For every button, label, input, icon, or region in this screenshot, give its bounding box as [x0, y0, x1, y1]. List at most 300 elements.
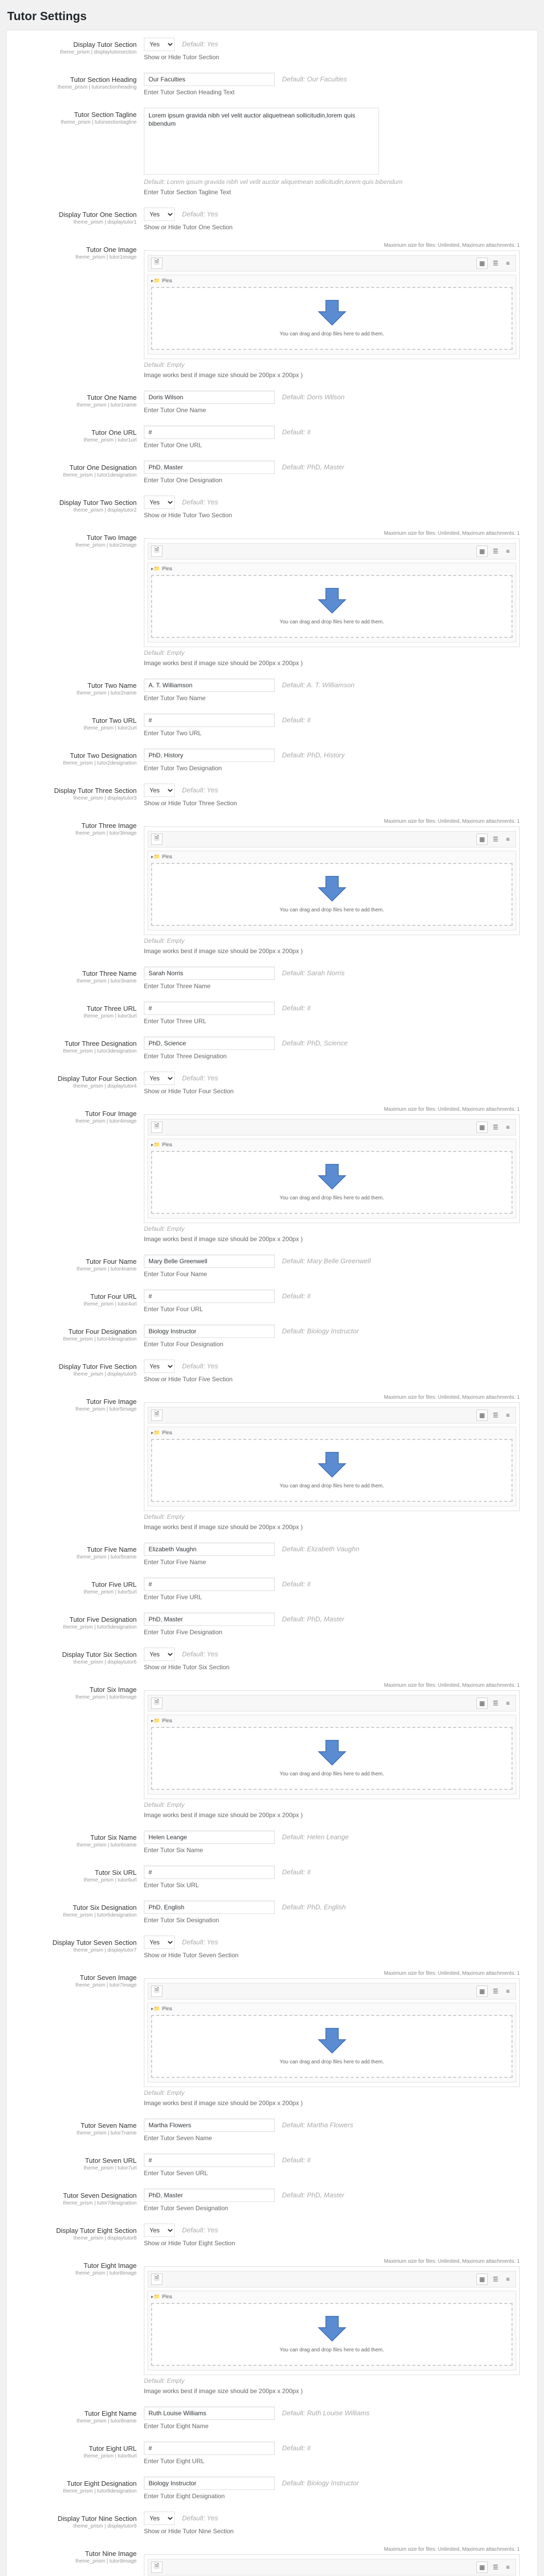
setting-label [7, 967, 144, 990]
help-text: Enter Tutor Section Tagline Text [144, 188, 231, 196]
setting-label [7, 1325, 144, 1348]
tutor-five-name-input[interactable] [144, 1543, 275, 1556]
setting-label [7, 2442, 144, 2465]
setting-title: Tutor Eight Image [84, 2261, 137, 2269]
control-line [144, 1936, 520, 1949]
setting-row-tutor-six-image [7, 1683, 537, 1831]
setting-label [7, 1613, 144, 1636]
help-text: Enter Tutor Two URL [144, 729, 202, 737]
pins-folder[interactable] [151, 278, 513, 284]
setting-control [144, 1107, 537, 1243]
list-view-icon[interactable]: ☰ [492, 2563, 499, 2571]
add-file-icon[interactable]: 🗎 [151, 1986, 162, 1997]
setting-label [7, 38, 144, 61]
list-view-icon[interactable]: ☰ [492, 1411, 499, 1419]
setting-title: Tutor Five Designation [69, 1615, 137, 1623]
help-text: Show or Hide Tutor Eight Section [144, 2239, 235, 2247]
help-text: Image works best if image size should be 200px x 200px ) [144, 659, 303, 667]
setting-label [7, 1648, 144, 1671]
control-line [144, 2406, 520, 2420]
tutor-eight-name-input[interactable] [144, 2406, 275, 2420]
setting-title: Tutor Eight Name [84, 2409, 137, 2417]
setting-control [144, 1255, 537, 1278]
control-line [144, 679, 520, 692]
setting-label [7, 714, 144, 737]
default-value: Default: Empty [144, 2377, 185, 2384]
tutor-three-url-input[interactable] [144, 1002, 275, 1015]
setting-row-display-tutor-six-section [7, 1648, 537, 1683]
setting-key: theme_prism | tutor1url [84, 437, 137, 443]
setting-label [7, 2119, 144, 2142]
down-arrow-icon [318, 2027, 347, 2054]
file-area [147, 2003, 516, 2082]
tutor-five-designation-input[interactable] [144, 1613, 275, 1626]
tutor-eight-url-input[interactable] [144, 2442, 275, 2455]
display-tutor-seven-section-select[interactable] [144, 1936, 175, 1949]
file-picker-toolbar [147, 255, 516, 272]
grid-view-icon[interactable]: ▦ [476, 1122, 488, 1133]
help-text: Enter Tutor Section Heading Text [144, 88, 235, 96]
help-text: Enter Tutor Four Name [144, 1270, 207, 1278]
file-picker [144, 1402, 520, 1511]
display-tutor-nine-section-select[interactable] [144, 2512, 175, 2525]
add-file-icon[interactable]: 🗎 [151, 1698, 162, 1709]
view-switcher [476, 258, 513, 269]
default-value: Default: PhD, English [282, 1903, 346, 1911]
upload-limits: Maximum size for files: Unlimited, Maximum attachments: 1 [384, 530, 520, 536]
pins-label: Pins [162, 1142, 172, 1148]
setting-title: Display Tutor Two Section [59, 498, 137, 506]
setting-row-tutor-five-designation [7, 1613, 537, 1648]
control-line [144, 2477, 520, 2490]
help-text: Show or Hide Tutor Four Section [144, 1087, 234, 1095]
add-file-icon[interactable]: 🗎 [151, 546, 162, 557]
setting-title: Tutor Three URL [87, 1004, 137, 1012]
setting-label [7, 2259, 144, 2395]
display-tutor-section-select[interactable] [144, 38, 175, 51]
help-text: Enter Tutor Five URL [144, 1593, 202, 1601]
setting-title: Tutor Three Image [81, 821, 137, 829]
pins-folder[interactable] [151, 2294, 513, 2300]
setting-row-tutor-seven-url [7, 2154, 537, 2189]
tutor-four-url-input[interactable] [144, 1290, 275, 1303]
down-arrow-icon [318, 2315, 347, 2342]
setting-row-tutor-seven-designation [7, 2189, 537, 2224]
setting-title: Tutor Seven Image [79, 1973, 137, 1981]
control-line [144, 2224, 520, 2237]
setting-title: Tutor Four Designation [68, 1327, 137, 1335]
folder-icon: ▸📁 [151, 278, 160, 284]
control-line [144, 1290, 520, 1303]
file-area [147, 1427, 516, 1506]
tutor-six-name-input[interactable] [144, 1831, 275, 1844]
down-arrow-icon [318, 1739, 347, 1766]
setting-row-display-tutor-five-section [7, 1360, 537, 1395]
view-switcher [476, 1986, 513, 1997]
setting-label [7, 1866, 144, 1889]
folder-icon: ▸📁 [151, 1718, 160, 1724]
control-line [144, 73, 520, 86]
help-text: Enter Tutor Eight Name [144, 2422, 209, 2430]
setting-key: theme_prism | tutor7name [76, 2130, 137, 2136]
list-view-icon[interactable]: ☰ [492, 835, 499, 843]
drop-zone[interactable] [151, 1439, 513, 1502]
setting-key: theme_prism | tutor1image [75, 254, 137, 260]
down-arrow-icon [318, 299, 347, 326]
control-line [144, 1578, 520, 1591]
help-text: Enter Tutor One Designation [144, 476, 223, 484]
tutor-two-url-input[interactable] [144, 714, 275, 727]
folder-icon: ▸📁 [151, 1430, 160, 1436]
setting-key: theme_prism | tutor4name [76, 1266, 137, 1272]
tutor-six-url-input[interactable] [144, 1866, 275, 1879]
setting-row-tutor-three-name [7, 967, 537, 1002]
setting-key: theme_prism | tutor8name [76, 2418, 137, 2424]
tutor-section-tagline-textarea[interactable] [144, 108, 379, 175]
setting-key: theme_prism | tutor4url [84, 1301, 137, 1307]
pins-label: Pins [162, 1430, 172, 1436]
help-text: Show or Hide Tutor Three Section [144, 799, 237, 807]
help-text: Enter Tutor Six URL [144, 1881, 199, 1889]
file-picker-toolbar [147, 1119, 516, 1136]
add-file-icon[interactable]: 🗎 [151, 1410, 162, 1421]
setting-title: Tutor Five URL [91, 1580, 137, 1588]
drop-instructions: You can drag and drop files here to add them. [279, 331, 384, 337]
setting-row-tutor-eight-name [7, 2406, 537, 2442]
setting-key: theme_prism | tutorsectionheading [57, 84, 137, 90]
drop-instructions: You can drag and drop files here to add them. [279, 1195, 384, 1201]
control-line [144, 1325, 520, 1338]
tutor-seven-url-input[interactable] [144, 2154, 275, 2167]
tree-view-icon[interactable]: ≡ [506, 1699, 510, 1707]
setting-control [144, 1290, 537, 1313]
tutor-section-heading-input[interactable] [144, 73, 275, 86]
default-value: Default: Lorem ipsum gravida nibh vel velit auctor aliquetnean sollicitudin,lorem quis bibendum [144, 178, 403, 185]
tree-view-icon[interactable]: ≡ [506, 835, 510, 843]
setting-label [7, 1578, 144, 1601]
default-value: Default: Empty [144, 649, 185, 656]
list-view-icon[interactable]: ☰ [492, 1123, 499, 1131]
view-switcher [476, 1698, 513, 1709]
setting-row-tutor-one-designation [7, 461, 537, 496]
pins-folder[interactable] [151, 1142, 513, 1148]
tree-view-icon[interactable]: ≡ [506, 2563, 510, 2571]
folder-icon: ▸📁 [151, 2294, 160, 2300]
setting-key: theme_prism | tutor3url [84, 1013, 137, 1019]
control-line [144, 496, 520, 509]
setting-title: Tutor Four Image [85, 1109, 137, 1117]
setting-control [144, 2442, 537, 2465]
default-value: Default: # [282, 1868, 311, 1876]
tutor-three-designation-input[interactable] [144, 1037, 275, 1050]
tree-view-icon[interactable]: ≡ [506, 1123, 510, 1131]
default-value: Default: Mary Belle Greenwell [282, 1257, 371, 1265]
setting-key: theme_prism | tutorsectiontagline [60, 119, 137, 125]
setting-row-tutor-seven-name [7, 2119, 537, 2154]
drop-zone[interactable] [151, 1727, 513, 1790]
help-text: Image works best if image size should be 200px x 200px ) [144, 371, 303, 379]
setting-control [144, 243, 537, 379]
control-line [144, 2512, 520, 2525]
view-switcher [476, 1122, 513, 1133]
setting-control [144, 1325, 537, 1348]
list-view-icon[interactable]: ☰ [492, 1987, 499, 1995]
setting-row-tutor-eight-designation [7, 2477, 537, 2512]
drop-zone[interactable] [151, 575, 513, 638]
help-text: Image works best if image size should be 200px x 200px ) [144, 1811, 303, 1819]
tutor-four-designation-input[interactable] [144, 1325, 275, 1338]
setting-key: theme_prism | tutor1name [76, 402, 137, 408]
default-value: Default: # [282, 1580, 311, 1588]
grid-view-icon[interactable]: ▦ [476, 1698, 488, 1709]
setting-key: theme_prism | displaytutor7 [73, 1947, 137, 1953]
setting-control [144, 426, 537, 449]
default-value: Default: # [282, 716, 311, 724]
help-text: Enter Tutor Four URL [144, 1305, 203, 1313]
add-file-icon[interactable]: 🗎 [151, 258, 162, 269]
setting-control [144, 1002, 537, 1025]
default-value: Default: PhD, Master [282, 2191, 344, 2199]
default-value: Default: Yes [182, 1938, 218, 1946]
help-text: Image works best if image size should be 200px x 200px ) [144, 2387, 303, 2395]
tutor-one-url-input[interactable] [144, 426, 275, 439]
file-area [147, 563, 516, 642]
default-value: Default: Our Faculties [282, 75, 347, 83]
setting-key: theme_prism | tutor7url [84, 2165, 137, 2171]
setting-key: theme_prism | displaytutor6 [73, 1659, 137, 1665]
grid-view-icon[interactable]: ▦ [476, 2562, 488, 2573]
drop-zone[interactable] [151, 1151, 513, 1214]
folder-icon: ▸📁 [151, 1142, 160, 1148]
control-line [144, 1831, 520, 1844]
default-value: Default: Empty [144, 2089, 185, 2096]
setting-key: theme_prism | tutor3designation [63, 1048, 137, 1054]
setting-row-tutor-one-name [7, 391, 537, 426]
setting-label [7, 2224, 144, 2247]
setting-control [144, 208, 537, 231]
setting-label [7, 784, 144, 807]
add-file-icon[interactable]: 🗎 [151, 2562, 162, 2573]
default-value: Default: Helen Leange [282, 1833, 349, 1841]
drop-zone[interactable] [151, 863, 513, 926]
setting-control [144, 73, 537, 96]
help-text: Image works best if image size should be 200px x 200px ) [144, 1523, 303, 1531]
default-value: Default: Yes [182, 498, 218, 506]
display-tutor-three-section-select[interactable] [144, 784, 175, 797]
add-file-icon[interactable]: 🗎 [151, 1122, 162, 1133]
setting-key: theme_prism | tutor9image [75, 2558, 137, 2564]
down-arrow-icon [318, 1451, 347, 1478]
display-tutor-two-section-select[interactable] [144, 496, 175, 509]
setting-row-tutor-two-image [7, 531, 537, 679]
help-text: Enter Tutor Five Designation [144, 1628, 223, 1636]
view-switcher [476, 1410, 513, 1421]
file-area [147, 851, 516, 930]
display-tutor-one-section-select[interactable] [144, 208, 175, 221]
setting-row-tutor-section-tagline [7, 108, 537, 208]
control-line [144, 1901, 520, 1914]
setting-title: Tutor One Image [86, 245, 137, 253]
file-picker-toolbar [147, 831, 516, 848]
setting-row-tutor-eight-image [7, 2259, 537, 2406]
list-view-icon[interactable]: ☰ [492, 1699, 499, 1707]
tree-view-icon[interactable]: ≡ [506, 1411, 510, 1419]
tutor-eight-designation-input[interactable] [144, 2477, 275, 2490]
list-view-icon[interactable]: ☰ [492, 259, 499, 267]
tutor-seven-designation-input[interactable] [144, 2189, 275, 2202]
grid-view-icon[interactable]: ▦ [476, 258, 488, 269]
setting-key: theme_prism | tutor6designation [63, 1912, 137, 1918]
setting-row-tutor-one-url [7, 426, 537, 461]
file-area [147, 1715, 516, 1794]
setting-key: theme_prism | tutor1designation [63, 472, 137, 478]
setting-control [144, 1360, 537, 1383]
default-value: Default: Ruth Louise Williams [282, 2409, 370, 2417]
setting-label [7, 1971, 144, 2107]
setting-label [7, 1831, 144, 1854]
grid-view-icon[interactable]: ▦ [476, 834, 488, 845]
setting-row-tutor-nine-image [7, 2547, 537, 2576]
tutor-three-name-input[interactable] [144, 967, 275, 980]
setting-label [7, 1683, 144, 1819]
setting-title: Tutor One Designation [69, 463, 137, 471]
help-text: Enter Tutor Two Name [144, 694, 206, 702]
drop-instructions: You can drag and drop files here to add them. [279, 1771, 384, 1777]
setting-key: theme_prism | displaytutor8 [73, 2235, 137, 2241]
drop-zone[interactable] [151, 2015, 513, 2078]
setting-label [7, 531, 144, 667]
default-value: Default: Empty [144, 1513, 185, 1520]
default-value: Default: Yes [182, 1074, 218, 1082]
setting-row-tutor-six-designation [7, 1901, 537, 1936]
setting-key: theme_prism | tutor8url [84, 2453, 137, 2459]
default-value: Default: # [282, 1292, 311, 1300]
file-picker [144, 1690, 520, 1799]
setting-title: Tutor Three Designation [64, 1039, 137, 1047]
setting-row-tutor-six-name [7, 1831, 537, 1866]
list-view-icon[interactable]: ☰ [492, 2275, 499, 2283]
setting-row-tutor-three-image [7, 819, 537, 967]
help-text: Show or Hide Tutor Six Section [144, 1663, 230, 1671]
setting-label [7, 2512, 144, 2535]
tree-view-icon[interactable]: ≡ [506, 1987, 510, 1995]
grid-view-icon[interactable]: ▦ [476, 546, 488, 557]
pins-folder[interactable] [151, 2006, 513, 2012]
grid-view-icon[interactable]: ▦ [476, 1410, 488, 1421]
display-tutor-eight-section-select[interactable] [144, 2224, 175, 2237]
tree-view-icon[interactable]: ≡ [506, 2275, 510, 2283]
tutor-one-designation-input[interactable] [144, 461, 275, 474]
setting-label [7, 1072, 144, 1095]
file-picker-toolbar [147, 2271, 516, 2287]
add-file-icon[interactable]: 🗎 [151, 834, 162, 845]
control-line [144, 1255, 520, 1268]
setting-label [7, 2406, 144, 2430]
setting-row-tutor-one-image [7, 243, 537, 391]
file-picker [144, 2554, 520, 2576]
tutor-five-url-input[interactable] [144, 1578, 275, 1591]
setting-control [144, 2512, 537, 2535]
display-tutor-five-section-select[interactable] [144, 1360, 175, 1373]
setting-title: Display Tutor Five Section [58, 1362, 137, 1370]
file-picker-toolbar [147, 1695, 516, 1711]
drop-zone[interactable] [151, 287, 513, 350]
tutor-six-designation-input[interactable] [144, 1901, 275, 1914]
pins-folder[interactable] [151, 1430, 513, 1436]
tree-view-icon[interactable]: ≡ [506, 259, 510, 267]
list-view-icon[interactable]: ☰ [492, 547, 499, 555]
file-area [147, 2291, 516, 2370]
setting-title: Display Tutor One Section [58, 210, 137, 218]
tutor-two-name-input[interactable] [144, 679, 275, 692]
pins-label: Pins [162, 1718, 172, 1724]
setting-key: theme_prism | displaytutor9 [73, 2523, 137, 2529]
grid-view-icon[interactable]: ▦ [476, 1986, 488, 1997]
setting-title: Tutor One Name [87, 393, 137, 401]
setting-label [7, 496, 144, 519]
help-text: Enter Tutor Five Name [144, 1558, 206, 1566]
help-text: Show or Hide Tutor Two Section [144, 511, 233, 519]
control-line [144, 2189, 520, 2202]
setting-key: theme_prism | tutor4designation [63, 1336, 137, 1342]
setting-control [144, 1683, 537, 1819]
help-text: Enter Tutor Seven Name [144, 2134, 212, 2142]
tutor-one-name-input[interactable] [144, 391, 275, 404]
pins-label: Pins [162, 2294, 172, 2300]
drop-zone[interactable] [151, 2303, 513, 2366]
file-picker [144, 1978, 520, 2087]
setting-key: theme_prism | tutor5name [76, 1554, 137, 1560]
add-file-icon[interactable]: 🗎 [151, 2274, 162, 2285]
display-tutor-six-section-select[interactable] [144, 1648, 175, 1661]
control-line [144, 1072, 520, 1085]
setting-title: Tutor Three Name [82, 969, 137, 977]
control-line [144, 967, 520, 980]
setting-label [7, 1395, 144, 1531]
setting-title: Tutor Four URL [90, 1292, 137, 1300]
display-tutor-four-section-select[interactable] [144, 1072, 175, 1085]
control-line [144, 2119, 520, 2132]
drop-instructions: You can drag and drop files here to add them. [279, 1483, 384, 1489]
tutor-two-designation-input[interactable] [144, 749, 275, 762]
setting-row-tutor-five-url [7, 1578, 537, 1613]
setting-row-tutor-four-name [7, 1255, 537, 1290]
setting-label [7, 1901, 144, 1924]
tutor-four-name-input[interactable] [144, 1255, 275, 1268]
setting-title: Tutor Two URL [92, 716, 137, 724]
setting-row-tutor-two-name [7, 679, 537, 714]
grid-view-icon[interactable]: ▦ [476, 2274, 488, 2285]
default-value: Default: Empty [144, 361, 185, 368]
pins-folder[interactable] [151, 1718, 513, 1724]
setting-row-tutor-three-designation [7, 1037, 537, 1072]
setting-label [7, 2547, 144, 2576]
setting-title: Display Tutor Seven Section [52, 1938, 137, 1946]
control-line [144, 461, 520, 474]
default-value: Default: Yes [182, 1362, 218, 1370]
help-text: Enter Tutor Seven Designation [144, 2204, 228, 2212]
help-text: Enter Tutor Eight Designation [144, 2492, 225, 2500]
default-value: Default: # [282, 2444, 311, 2452]
tutor-seven-name-input[interactable] [144, 2119, 275, 2132]
tree-view-icon[interactable]: ≡ [506, 547, 510, 555]
setting-key: theme_prism | tutor2name [76, 690, 137, 696]
help-text: Image works best if image size should be 200px x 200px ) [144, 1235, 303, 1243]
pins-folder[interactable] [151, 566, 513, 572]
help-text: Show or Hide Tutor Section [144, 53, 220, 61]
pins-folder[interactable] [151, 854, 513, 860]
setting-row-tutor-six-url [7, 1866, 537, 1901]
